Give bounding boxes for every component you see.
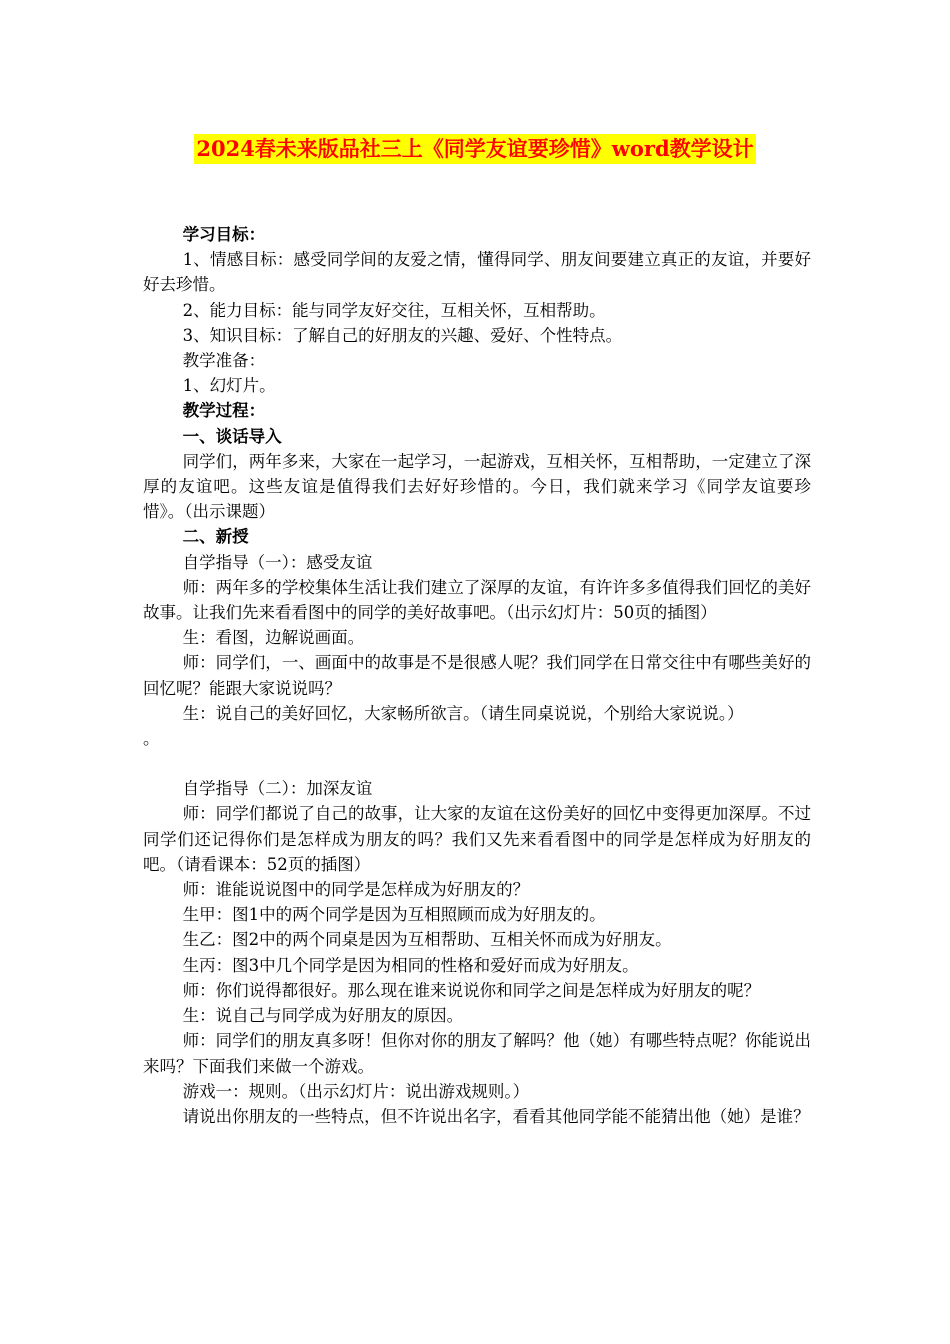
- paragraph: 师：同学们，一、画面中的故事是不是很感人呢？我们同学在日常交往中有哪些美好的回忆呢？能跟大家说说吗？: [143, 653, 811, 698]
- paragraph: 2、能力目标：能与同学友好交往，互相关怀，互相帮助。: [182, 300, 606, 320]
- paragraph: 生：看图，边解说画面。: [182, 628, 365, 648]
- paragraph: 游戏一：规则。（出示幻灯片：说出游戏规则。）: [182, 1081, 530, 1101]
- paragraph: 1、幻灯片。: [182, 376, 276, 396]
- paragraph: 师：同学们都说了自己的故事，让大家的友谊在这份美好的回忆中变得更加深厚。不过同学们还记得你们是怎样成为朋友的吗？我们又先来看看图中的同学是怎样成为好朋友的吧。（请看课本：52页的插图）: [143, 804, 811, 874]
- paragraph: 。: [143, 729, 160, 749]
- paragraph: 自学指导（一）：感受友谊: [182, 552, 373, 572]
- paragraph: 师：你们说得都很好。那么现在谁来说说你和同学之间是怎样成为好朋友的呢？: [182, 980, 761, 1000]
- document-body: [143, 222, 811, 1129]
- paragraph: 师：谁能说说图中的同学是怎样成为好朋友的？: [182, 880, 530, 900]
- paragraph: 教学准备：: [182, 351, 266, 371]
- section-heading: 一、谈话导入: [182, 426, 282, 446]
- section-heading: 学习目标：: [182, 225, 266, 244]
- paragraph: 生甲：图1中的两个同学是因为互相照顾而成为好朋友的。: [182, 905, 606, 925]
- paragraph: 同学们，两年多来，大家在一起学习，一起游戏，互相关怀，互相帮助，一定建立了深厚的友谊吧。这些友谊是值得我们去好好珍惜的。今日，我们就来学习《同学友谊要珍惜》。（出示课题）: [143, 451, 811, 522]
- paragraph: 自学指导（二）：加深友谊: [182, 779, 373, 799]
- paragraph-gap: [143, 751, 811, 776]
- title-wrap: [0, 134, 950, 164]
- paragraph: 师：两年多的学校集体生活让我们建立了深厚的友谊，有许许多多值得我们回忆的美好故事。让我们先来看看图中的同学的美好故事吧。（出示幻灯片：50页的插图）: [143, 577, 811, 623]
- paragraph: 生乙：图2中的两个同桌是因为互相帮助、互相关怀而成为好朋友。: [182, 930, 672, 950]
- document-title: 2024春未来版品社三上《同学友谊要珍惜》word教学设计: [194, 134, 755, 164]
- section-heading: 二、新授: [182, 527, 249, 547]
- section-heading: 教学过程：: [182, 401, 266, 421]
- paragraph: 生：说自己与同学成为好朋友的原因。: [182, 1006, 464, 1026]
- paragraph: 1、情感目标：感受同学间的友爱之情，懂得同学、朋友间要建立真正的友谊，并要好好去珍惜。: [143, 250, 811, 295]
- paragraph: 生丙：图3中几个同学是因为相同的性格和爱好而成为好朋友。: [182, 955, 639, 975]
- paragraph: 生：说自己的美好回忆，大家畅所欲言。（请生同桌说说，个别给大家说说。）: [182, 703, 744, 723]
- paragraph: 请说出你朋友的一些特点，但不许说出名字，看看其他同学能不能猜出他（她）是谁？: [182, 1106, 810, 1126]
- paragraph: 3、知识目标：了解自己的好朋友的兴趣、爱好、个性特点。: [182, 325, 623, 345]
- paragraph: 师：同学们的朋友真多呀！但你对你的朋友了解吗？他（她）有哪些特点呢？你能说出来吗？下面我们来做一个游戏。: [143, 1031, 811, 1076]
